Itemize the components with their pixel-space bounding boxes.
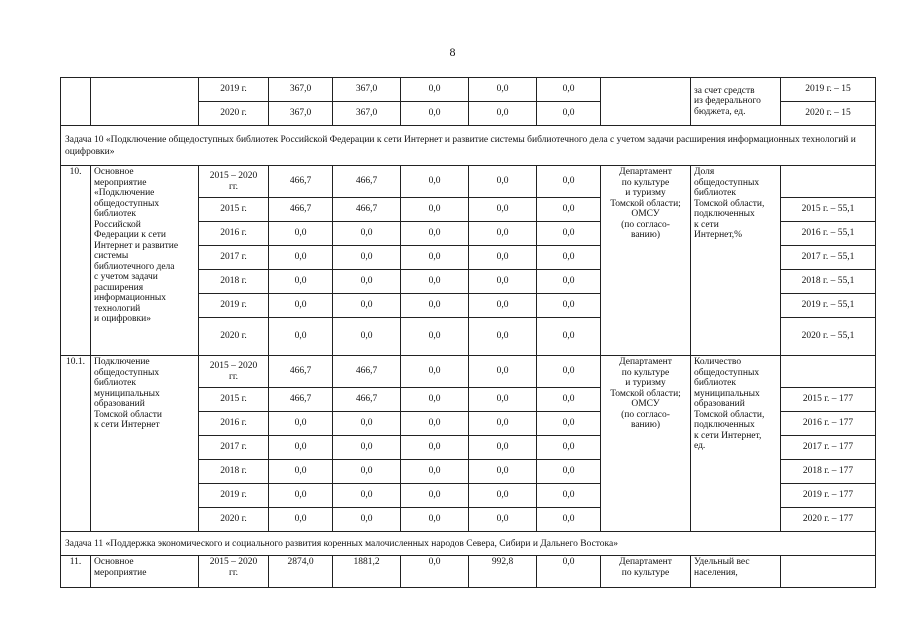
indicator-cell: Удельный вес населения,	[691, 556, 781, 588]
empty-cell	[601, 78, 691, 126]
year-cell: 2015 – 2020 гг.	[199, 166, 269, 198]
year-cell: 2019 г.	[199, 484, 269, 508]
row-number: 10.	[61, 166, 91, 356]
value-cell: 0,0	[537, 412, 601, 436]
value-cell: 0,0	[269, 412, 333, 436]
value-cell: 0,0	[401, 436, 469, 460]
value-cell: 0,0	[469, 102, 537, 126]
value-cell: 0,0	[537, 294, 601, 318]
value-cell: 0,0	[469, 166, 537, 198]
value-cell: 0,0	[269, 436, 333, 460]
value-cell: 0,0	[401, 198, 469, 222]
year-cell: 2020 г.	[199, 102, 269, 126]
value-cell: 0,0	[333, 460, 401, 484]
executor-cell: Департамент по культуре и туризму Томской области; ОМСУ (по согласо- ванию)	[601, 356, 691, 532]
year-cell: 2015 – 2020 гг.	[199, 356, 269, 388]
value-cell: 0,0	[269, 460, 333, 484]
value-cell: 0,0	[269, 318, 333, 356]
empty-cell	[781, 556, 876, 588]
year-cell: 2018 г.	[199, 460, 269, 484]
year-cell: 2015 г.	[199, 388, 269, 412]
value-cell: 0,0	[401, 484, 469, 508]
table-row	[61, 556, 876, 588]
indicator-value: 2015 г. – 177	[781, 388, 876, 412]
empty-cell	[91, 78, 199, 126]
value-cell: 0,0	[333, 246, 401, 270]
indicator-value: 2020 г. – 177	[781, 508, 876, 532]
value-cell: 0,0	[269, 484, 333, 508]
indicator-value	[781, 356, 876, 388]
indicator-value: 2018 г. – 177	[781, 460, 876, 484]
value-cell: 0,0	[537, 388, 601, 412]
year-cell: 2015 г.	[199, 198, 269, 222]
indicator-value: 2015 г. – 55,1	[781, 198, 876, 222]
value-cell: 0,0	[401, 222, 469, 246]
indicator-value: 2016 г. – 55,1	[781, 222, 876, 246]
value-cell: 0,0	[537, 556, 601, 588]
value-cell: 0,0	[269, 270, 333, 294]
value-cell: 0,0	[537, 484, 601, 508]
indicator-value: 2019 г. – 55,1	[781, 294, 876, 318]
value-cell: 367,0	[269, 78, 333, 102]
value-cell: 0,0	[469, 412, 537, 436]
executor-cell: Департамент по культуре и туризму Томской области; ОМСУ (по согласо- ванию)	[601, 166, 691, 356]
activity-name: Основное мероприятие «Подключение общедоступных библиотек Российской Федерации к сети Интернет и развитие системы библиотечного дела с учетом задачи расширения информационных технологий и оцифровки»	[91, 166, 199, 356]
table-row	[61, 78, 876, 102]
value-cell: 0,0	[333, 412, 401, 436]
value-cell: 367,0	[269, 102, 333, 126]
indicator-value: 2018 г. – 55,1	[781, 270, 876, 294]
indicator-value: 2016 г. – 177	[781, 412, 876, 436]
value-cell: 0,0	[401, 508, 469, 532]
table-row	[61, 166, 876, 198]
value-cell: 466,7	[333, 198, 401, 222]
value-cell: 466,7	[333, 388, 401, 412]
indicator-value: 2017 г. – 55,1	[781, 246, 876, 270]
year-cell: 2019 г.	[199, 78, 269, 102]
value-cell: 0,0	[401, 460, 469, 484]
value-cell: 0,0	[537, 102, 601, 126]
value-cell: 0,0	[269, 508, 333, 532]
value-cell: 1881,2	[333, 556, 401, 588]
value-cell: 367,0	[333, 102, 401, 126]
value-cell: 0,0	[333, 508, 401, 532]
indicator-value: 2020 г. – 15	[781, 102, 876, 126]
value-cell: 0,0	[401, 556, 469, 588]
value-cell: 0,0	[401, 270, 469, 294]
value-cell: 466,7	[269, 166, 333, 198]
value-cell: 0,0	[333, 294, 401, 318]
value-cell: 0,0	[537, 356, 601, 388]
row-number: 10.1.	[61, 356, 91, 532]
value-cell: 466,7	[269, 356, 333, 388]
executor-cell: Департамент по культуре	[601, 556, 691, 588]
value-cell: 0,0	[537, 246, 601, 270]
value-cell: 0,0	[469, 78, 537, 102]
value-cell: 0,0	[401, 412, 469, 436]
value-cell: 0,0	[537, 78, 601, 102]
value-cell: 0,0	[469, 388, 537, 412]
value-cell: 0,0	[401, 318, 469, 356]
year-cell: 2019 г.	[199, 294, 269, 318]
value-cell: 0,0	[537, 318, 601, 356]
indicator-cell: за счет средств из федерального бюджета, ед.	[691, 78, 781, 126]
value-cell: 466,7	[333, 166, 401, 198]
year-cell: 2017 г.	[199, 246, 269, 270]
value-cell: 0,0	[401, 294, 469, 318]
year-cell: 2018 г.	[199, 270, 269, 294]
value-cell: 0,0	[469, 294, 537, 318]
task-row	[61, 532, 876, 556]
value-cell: 466,7	[333, 356, 401, 388]
value-cell: 2874,0	[269, 556, 333, 588]
value-cell: 0,0	[537, 508, 601, 532]
value-cell: 0,0	[469, 198, 537, 222]
value-cell: 0,0	[333, 484, 401, 508]
value-cell: 0,0	[469, 508, 537, 532]
indicator-value: 2019 г. – 177	[781, 484, 876, 508]
task-10-title: Задача 10 «Подключение общедоступных библиотек Российской Федерации к сети Интернет и развитие системы библиотечного дела с учетом задачи расширения информационных технологий и оцифровки»	[61, 126, 876, 166]
value-cell: 0,0	[333, 318, 401, 356]
value-cell: 466,7	[269, 388, 333, 412]
value-cell: 0,0	[469, 436, 537, 460]
value-cell: 0,0	[469, 484, 537, 508]
value-cell: 0,0	[401, 356, 469, 388]
value-cell: 0,0	[269, 222, 333, 246]
value-cell: 992,8	[469, 556, 537, 588]
value-cell: 0,0	[401, 78, 469, 102]
indicator-value: 2020 г. – 55,1	[781, 318, 876, 356]
value-cell: 0,0	[333, 222, 401, 246]
year-cell: 2020 г.	[199, 318, 269, 356]
value-cell: 0,0	[469, 356, 537, 388]
value-cell: 0,0	[401, 166, 469, 198]
value-cell: 0,0	[401, 388, 469, 412]
indicator-value: 2017 г. – 177	[781, 436, 876, 460]
page-number: 8	[449, 45, 456, 59]
value-cell: 0,0	[401, 246, 469, 270]
indicator-cell: Количество общедоступных библиотек муниципальных образований Томской области, подключенных к сети Интернет, ед.	[691, 356, 781, 532]
value-cell: 0,0	[469, 460, 537, 484]
indicator-cell: Доля общедоступных библиотек Томской области, подключенных к сети Интернет,%	[691, 166, 781, 356]
row-number: 11.	[61, 556, 91, 588]
value-cell: 0,0	[333, 270, 401, 294]
activity-name: Подключение общедоступных библиотек муниципальных образований Томской области к сети Интернет	[91, 356, 199, 532]
value-cell: 0,0	[401, 102, 469, 126]
value-cell: 0,0	[469, 246, 537, 270]
program-table	[60, 77, 876, 588]
activity-name: Основное мероприятие	[91, 556, 199, 588]
value-cell: 0,0	[469, 222, 537, 246]
value-cell: 0,0	[537, 166, 601, 198]
value-cell: 466,7	[269, 198, 333, 222]
year-cell: 2015 – 2020 гг.	[199, 556, 269, 588]
value-cell: 367,0	[333, 78, 401, 102]
task-row	[61, 126, 876, 166]
empty-cell	[61, 78, 91, 126]
value-cell: 0,0	[269, 294, 333, 318]
year-cell: 2016 г.	[199, 222, 269, 246]
year-cell: 2017 г.	[199, 436, 269, 460]
year-cell: 2016 г.	[199, 412, 269, 436]
value-cell: 0,0	[537, 436, 601, 460]
value-cell: 0,0	[269, 246, 333, 270]
value-cell: 0,0	[537, 198, 601, 222]
table-row	[61, 356, 876, 388]
task-11-title: Задача 11 «Поддержка экономического и социального развития коренных малочисленных народов Севера, Сибири и Дальнего Востока»	[61, 532, 876, 556]
value-cell: 0,0	[469, 318, 537, 356]
value-cell: 0,0	[333, 436, 401, 460]
value-cell: 0,0	[469, 270, 537, 294]
value-cell: 0,0	[537, 460, 601, 484]
value-cell: 0,0	[537, 222, 601, 246]
indicator-value: 2019 г. – 15	[781, 78, 876, 102]
indicator-value	[781, 166, 876, 198]
year-cell: 2020 г.	[199, 508, 269, 532]
value-cell: 0,0	[537, 270, 601, 294]
